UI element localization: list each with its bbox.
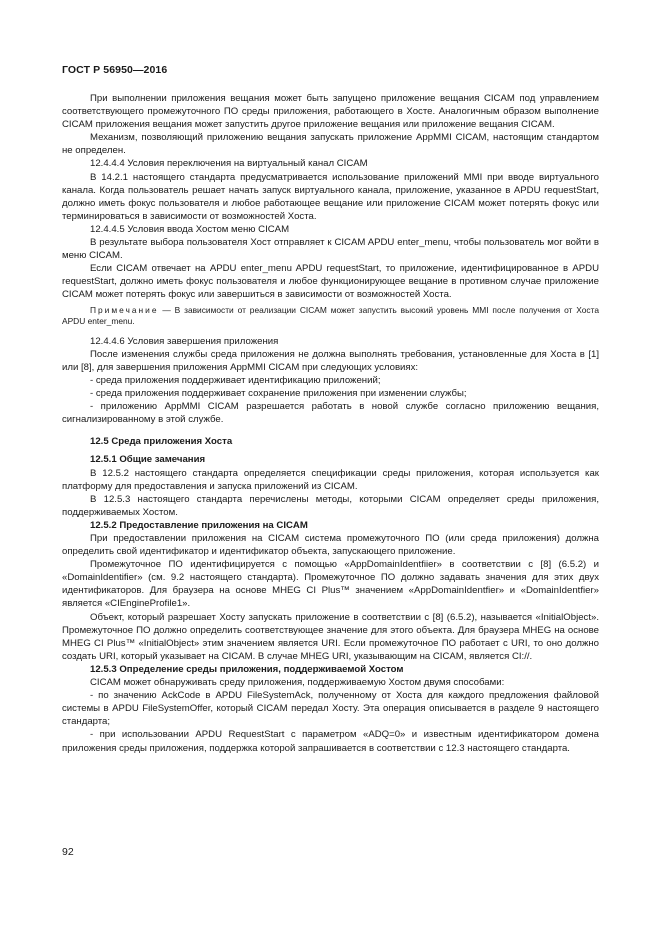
list-item: - приложению AppMMI CICAM разрешается работать в новой службе согласно приложению вещания, сигнализированному в этой службе. [62, 401, 599, 426]
list-item: - при использовании APDU RequestStart с параметром «ADQ=0» и известным идентификатором домена приложения среды приложения, поддержка которой запрашивается в соответствии с 12.3 настоящего стандарта. [62, 729, 599, 754]
note-label: Примечание [90, 304, 159, 315]
paragraph: В 12.5.2 настоящего стандарта определяется спецификации среды приложения, которая используется как платформу для предоставления и запуска приложений из CICAM. [62, 467, 599, 492]
list-item: - среда приложения поддерживает сохранение приложения при изменении службы; [90, 388, 467, 400]
paragraph: Объект, который разрешает Хосту запускать приложение в соответствии с [8] (6.5.2), называется «InitialObject». Промежуточное ПО должно определить соответствующее значение для этого объекта. Для браузера MHEG на основе MHEG CI Plus™ «InitialObject» этим значением является URI. Если промежуточное ПО работает с URI, то оно должно создать URI, который указывает на CICAM. В случае MHEG URI, указывающим на CICAM, является CI://. [62, 611, 599, 662]
paragraph: Промежуточное ПО идентифицируется с помощью «AppDomainIdentfiier» в соответствии с [8] (6.5.2) и «DomainIdentifier» (см. 9.2 настоящего стандарта). Промежуточное ПО должно задавать значения для этих двух идентификаторов. Для браузера на основе MHEG CI Plus™ значением «AppDomainIdentfier» и «DomainIdentfier» является «CIEngineProfile1». [62, 559, 599, 610]
paragraph: При предоставлении приложения на CICAM система промежуточного ПО (или среда приложения) должна определить свой идентификатор и идентификатор объекта, запускающего приложение. [62, 533, 599, 558]
paragraph: При выполнении приложения вещания может быть запущено приложение вещания CICAM под управлением соответствующего промежуточного ПО среды приложения, работающего в Хосте. Аналогичным образом выполнение CICAM приложения вещания может запустить другое приложение вещания или приложение вещания CICAM. [62, 93, 599, 131]
paragraph: В 12.5.3 настоящего стандарта перечислены методы, которыми CICAM определяет среды приложения, поддерживаемых Хостом. [62, 493, 599, 518]
subsection-heading: 12.4.4.4 Условия переключения на виртуальный канал CICAM [90, 158, 368, 170]
document-header: ГОСТ Р 56950—2016 [62, 64, 168, 76]
paragraph: CICAM может обнаруживать среду приложения, поддерживаемую Хостом двумя способами: [90, 677, 505, 689]
paragraph: Механизм, позволяющий приложению вещания запускать приложение AppMMI CICAM, настоящим стандартом не определен. [62, 132, 599, 157]
subsection-heading: 12.5.2 Предоставление приложения на CICAM [90, 519, 308, 531]
paragraph: В 14.2.1 настоящего стандарта предусматривается использование приложений MMI при вводе виртуального канала. Когда пользователь решает начать запуск виртуального канала, приложение, указанное в APDU requestStart, должно иметь фокус пользователя и любое работающее вещание или приложение CICAM может потерять фокус или терминироваться в зависимости от возможностей Хоста. [62, 171, 599, 222]
note [62, 305, 599, 328]
subsection-heading: 12.4.4.5 Условия ввода Хостом меню CICAM [90, 223, 290, 235]
list-item: - среда приложения поддерживает идентификацию приложений; [90, 374, 381, 386]
page-number: 92 [62, 846, 74, 858]
subsection-heading: 12.5.3 Определение среды приложения, поддерживаемой Хостом [90, 663, 404, 675]
subsection-heading: 12.5.1 Общие замечания [90, 454, 206, 466]
document-body [62, 92, 599, 755]
paragraph: После изменения службы среда приложения не должна выполнять требования, установленные для Хоста в [1] или [8], для завершения приложения AppMMI CICAM при следующих условиях: [62, 348, 599, 373]
paragraph: Если CICAM отвечает на APDU enter_menu APDU requestStart, то приложение, идентифицированное в APDU requestStart, должно иметь фокус пользователя и любое функционирующее вещание в противном случае приложение CICAM может потерять фокус или завершиться в зависимости от возможностей Хоста. [62, 263, 599, 301]
note-text: — В зависимости от реализации CICAM может запустить высокий уровень MMI после получения от Хоста APDU enter_menu. [62, 304, 599, 327]
section-heading: 12.5 Среда приложения Хоста [90, 436, 233, 448]
list-item: - по значению AckCode в APDU FileSystemAck, полученному от Хоста для каждого предложения файловой системы в APDU FileSystemOffer, который CICAM передал Хосту. Эта операция описывается в разделе 9 настоящего стандарта; [62, 690, 599, 728]
subsection-heading: 12.4.4.6 Условия завершения приложения [90, 335, 279, 347]
paragraph: В результате выбора пользователя Хост отправляет к CICAM APDU enter_menu, чтобы пользователь мог войти в меню CICAM. [62, 237, 599, 262]
